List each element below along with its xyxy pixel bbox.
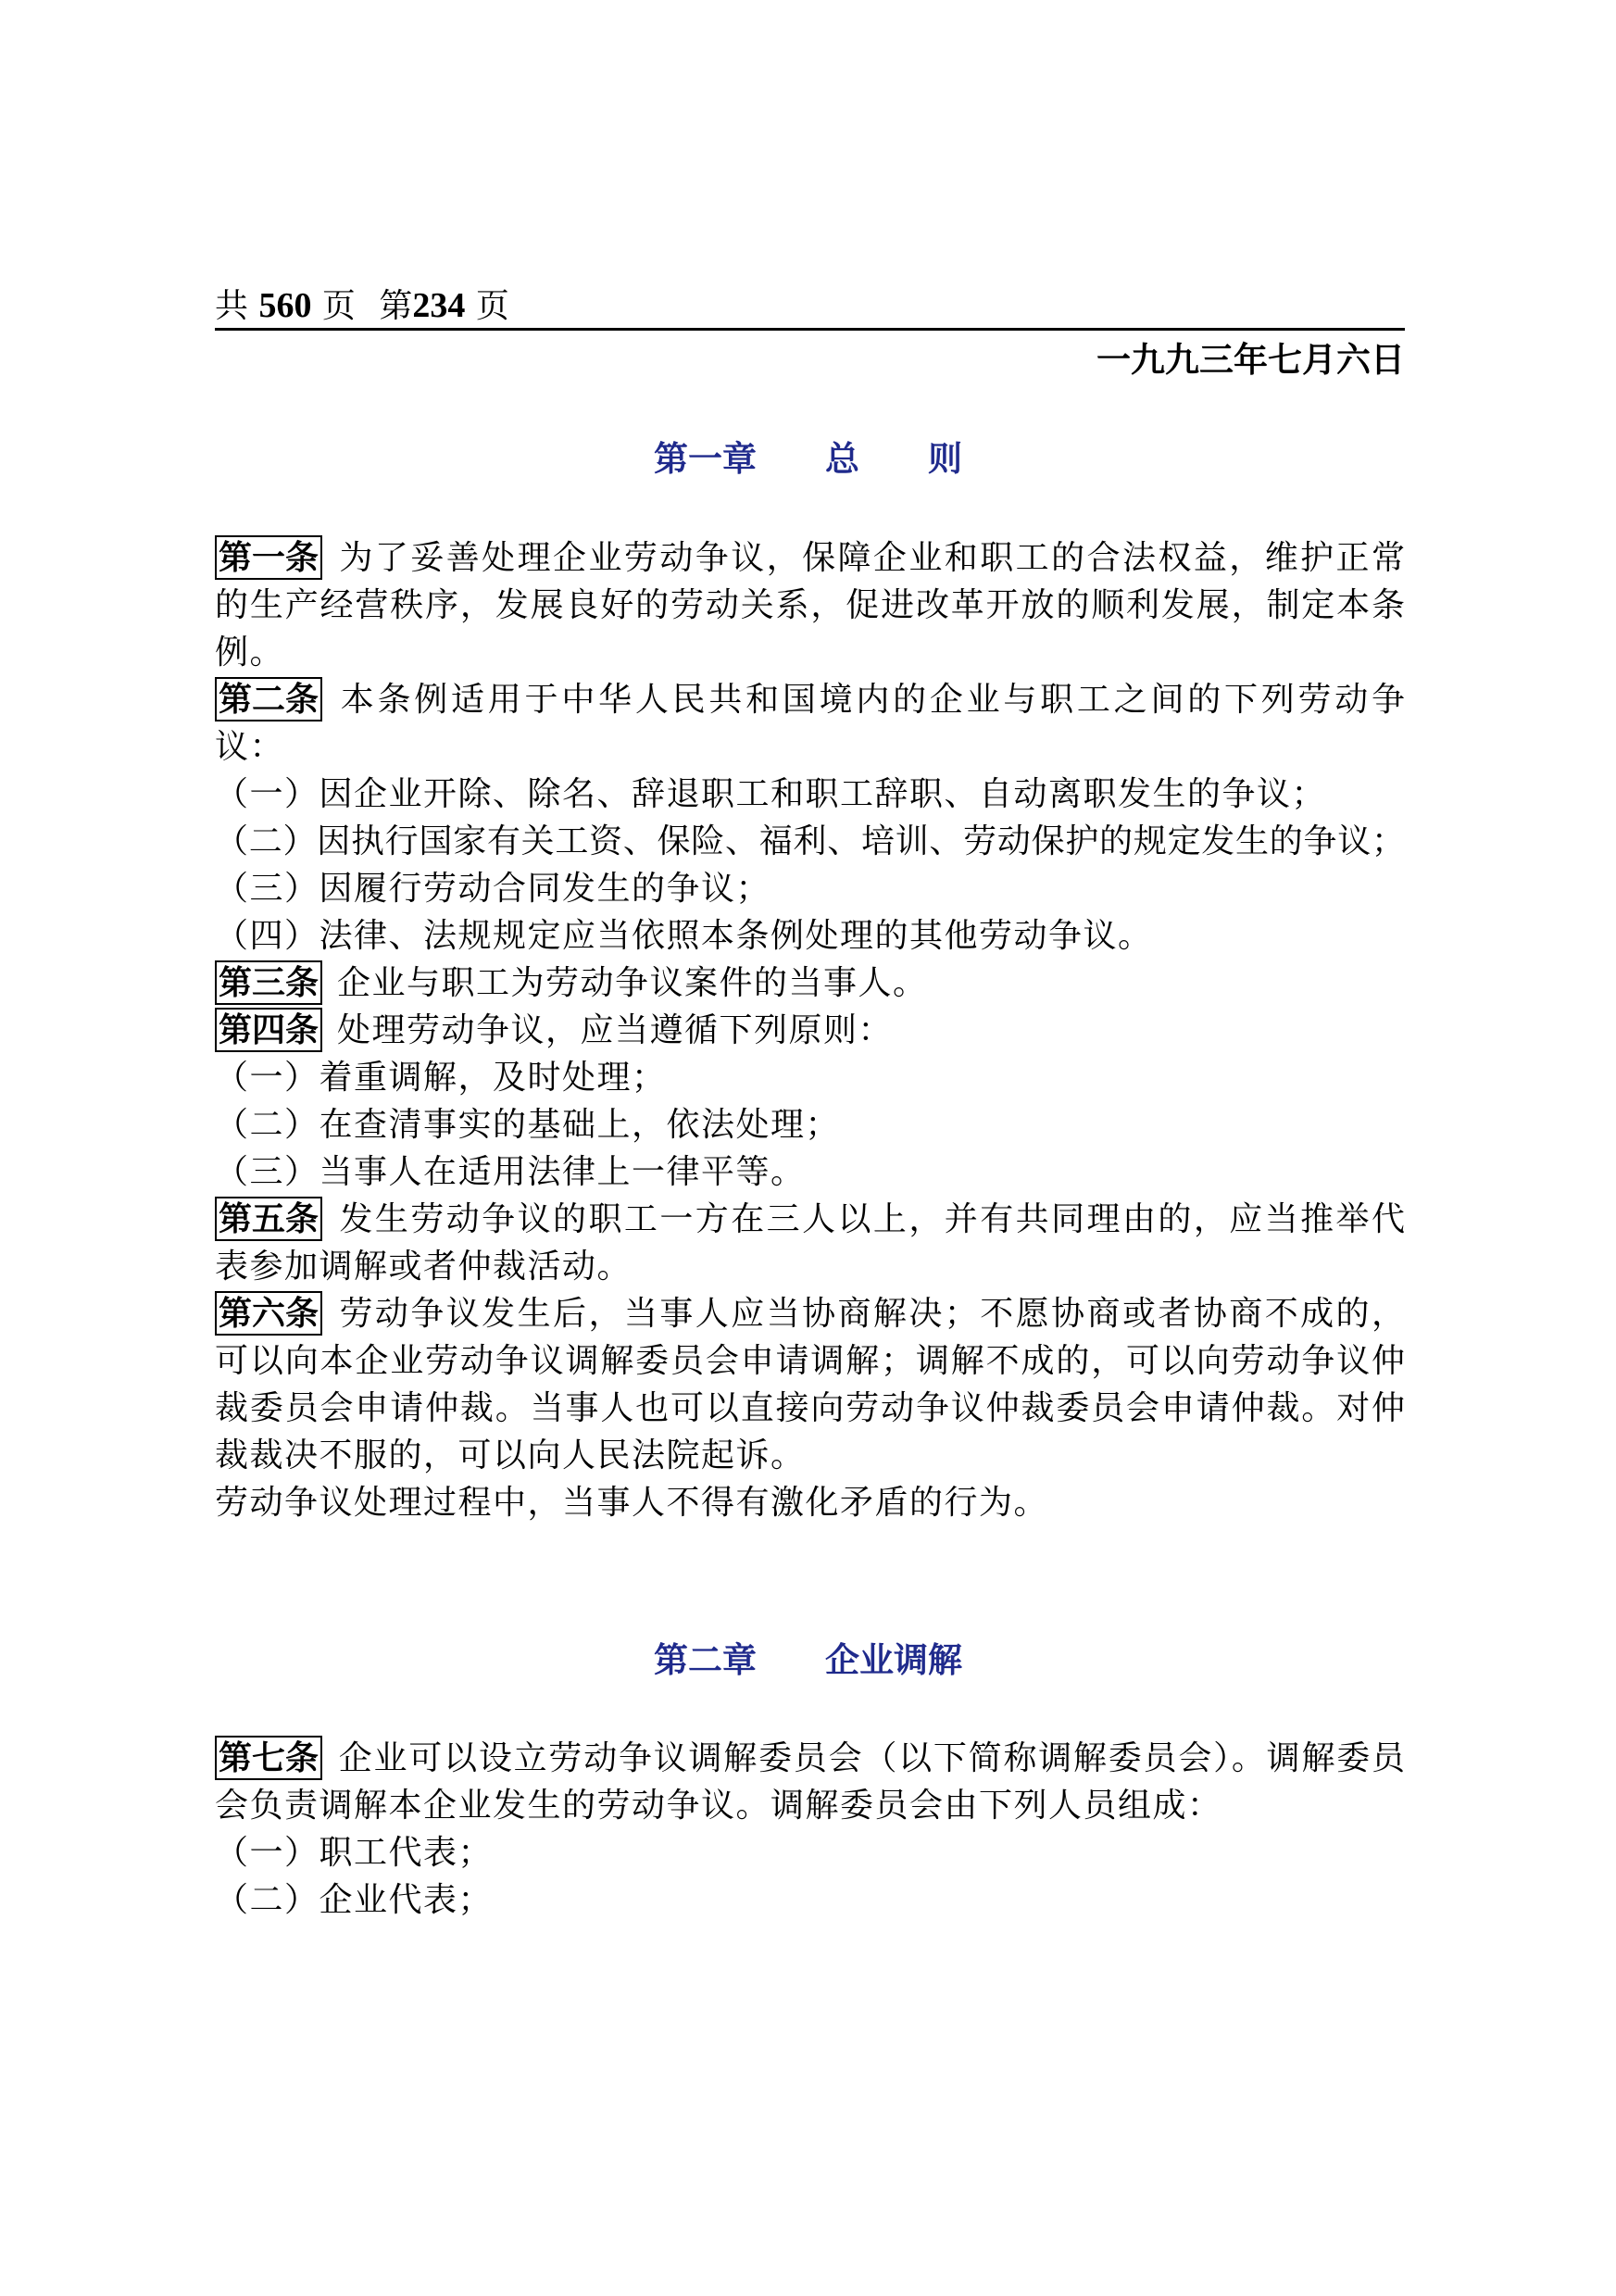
total-pages-prefix: 共	[215, 287, 249, 325]
article-5-line-1	[215, 1196, 1405, 1243]
article-5-line-2: 表参加调解或者仲裁活动。	[215, 1248, 633, 1286]
article-3-label: 第三条	[215, 960, 322, 1005]
article-7-line-2: 会负责调解本企业发生的劳动争议。调解委员会由下列人员组成：	[215, 1787, 1222, 1825]
article-1-line-2: 的生产经营秩序，发展良好的劳动关系，促进改革开放的顺利发展，制定本条	[215, 586, 1405, 624]
article-6-line-5: 劳动争议处理过程中，当事人不得有激化矛盾的行为。	[215, 1484, 1049, 1522]
article-2-label: 第二条	[215, 677, 322, 721]
page-number-prefix: 第	[379, 287, 413, 325]
line-text: 本条例适用于中华人民共和国境内的企业与职工之间的下列劳动争	[337, 681, 1405, 719]
article-1-label: 第一条	[215, 535, 322, 580]
article-7-line-1	[215, 1735, 1405, 1782]
line-text: 发生劳动争议的职工一方在三人以上，并有共同理由的，应当推举代	[337, 1200, 1405, 1238]
article-6-line-4: 裁裁决不服的，可以向人民法院起诉。	[215, 1437, 806, 1474]
page-header	[215, 283, 1405, 331]
article-4-item-3: （三）当事人在适用法律上一律平等。	[215, 1153, 806, 1191]
page-number-suffix: 页	[475, 287, 509, 325]
article-2-line-1	[215, 676, 1405, 723]
line-text: 为了妥善处理企业劳动争议，保障企业和职工的合法权益，维护正常	[337, 539, 1405, 577]
article-6-line-3: 裁委员会申请仲裁。当事人也可以直接向劳动争议仲裁委员会申请仲裁。对仲	[215, 1389, 1405, 1427]
article-6-line-2: 可以向本企业劳动争议调解委员会申请调解；调解不成的，可以向劳动争议仲	[215, 1342, 1405, 1380]
article-2-item-3: （三）因履行劳动合同发生的争议；	[215, 870, 771, 908]
article-1-line-1	[215, 534, 1405, 582]
article-4-item-2: （二）在查清事实的基础上，依法处理；	[215, 1106, 841, 1144]
line-text: 企业可以设立劳动争议调解委员会（以下简称调解委员会）。调解委员	[337, 1739, 1405, 1777]
chapter-1-title: 第一章 总 则	[654, 438, 962, 479]
article-6-line-1	[215, 1290, 1405, 1337]
article-3-line-1	[215, 960, 1405, 1007]
total-pages: 560	[258, 286, 312, 325]
document-date: 一九九三年七月六日	[1096, 339, 1405, 380]
article-6-label: 第六条	[215, 1291, 322, 1336]
line-text: 处理劳动争议，应当遵循下列原则：	[337, 1011, 894, 1049]
article-4-label: 第四条	[215, 1008, 322, 1052]
article-7-item-1: （一）职工代表；	[215, 1834, 494, 1872]
total-pages-suffix: 页	[321, 287, 356, 325]
article-4-item-1: （一）着重调解，及时处理；	[215, 1059, 667, 1097]
chapter-2-title: 第二章 企业调解	[654, 1639, 962, 1680]
article-2-item-4: （四）法律、法规规定应当依照本条例处理的其他劳动争议。	[215, 917, 1153, 955]
article-5-label: 第五条	[215, 1197, 322, 1241]
article-7-item-2: （二）企业代表；	[215, 1881, 494, 1919]
article-2-item-2: （二）因执行国家有关工资、保险、福利、培训、劳动保护的规定发生的争议；	[215, 822, 1405, 860]
article-2-item-1: （一）因企业开除、除名、辞退职工和职工辞职、自动离职发生的争议；	[215, 775, 1327, 813]
article-2-line-2: 议：	[215, 728, 285, 766]
page-number: 234	[412, 286, 466, 325]
article-4-line-1	[215, 1007, 1405, 1054]
article-1-line-3: 例。	[215, 634, 285, 671]
line-text: 企业与职工为劳动争议案件的当事人。	[337, 964, 928, 1002]
article-7-label: 第七条	[215, 1736, 322, 1780]
line-text: 劳动争议发生后，当事人应当协商解决；不愿协商或者协商不成的，	[337, 1295, 1405, 1333]
